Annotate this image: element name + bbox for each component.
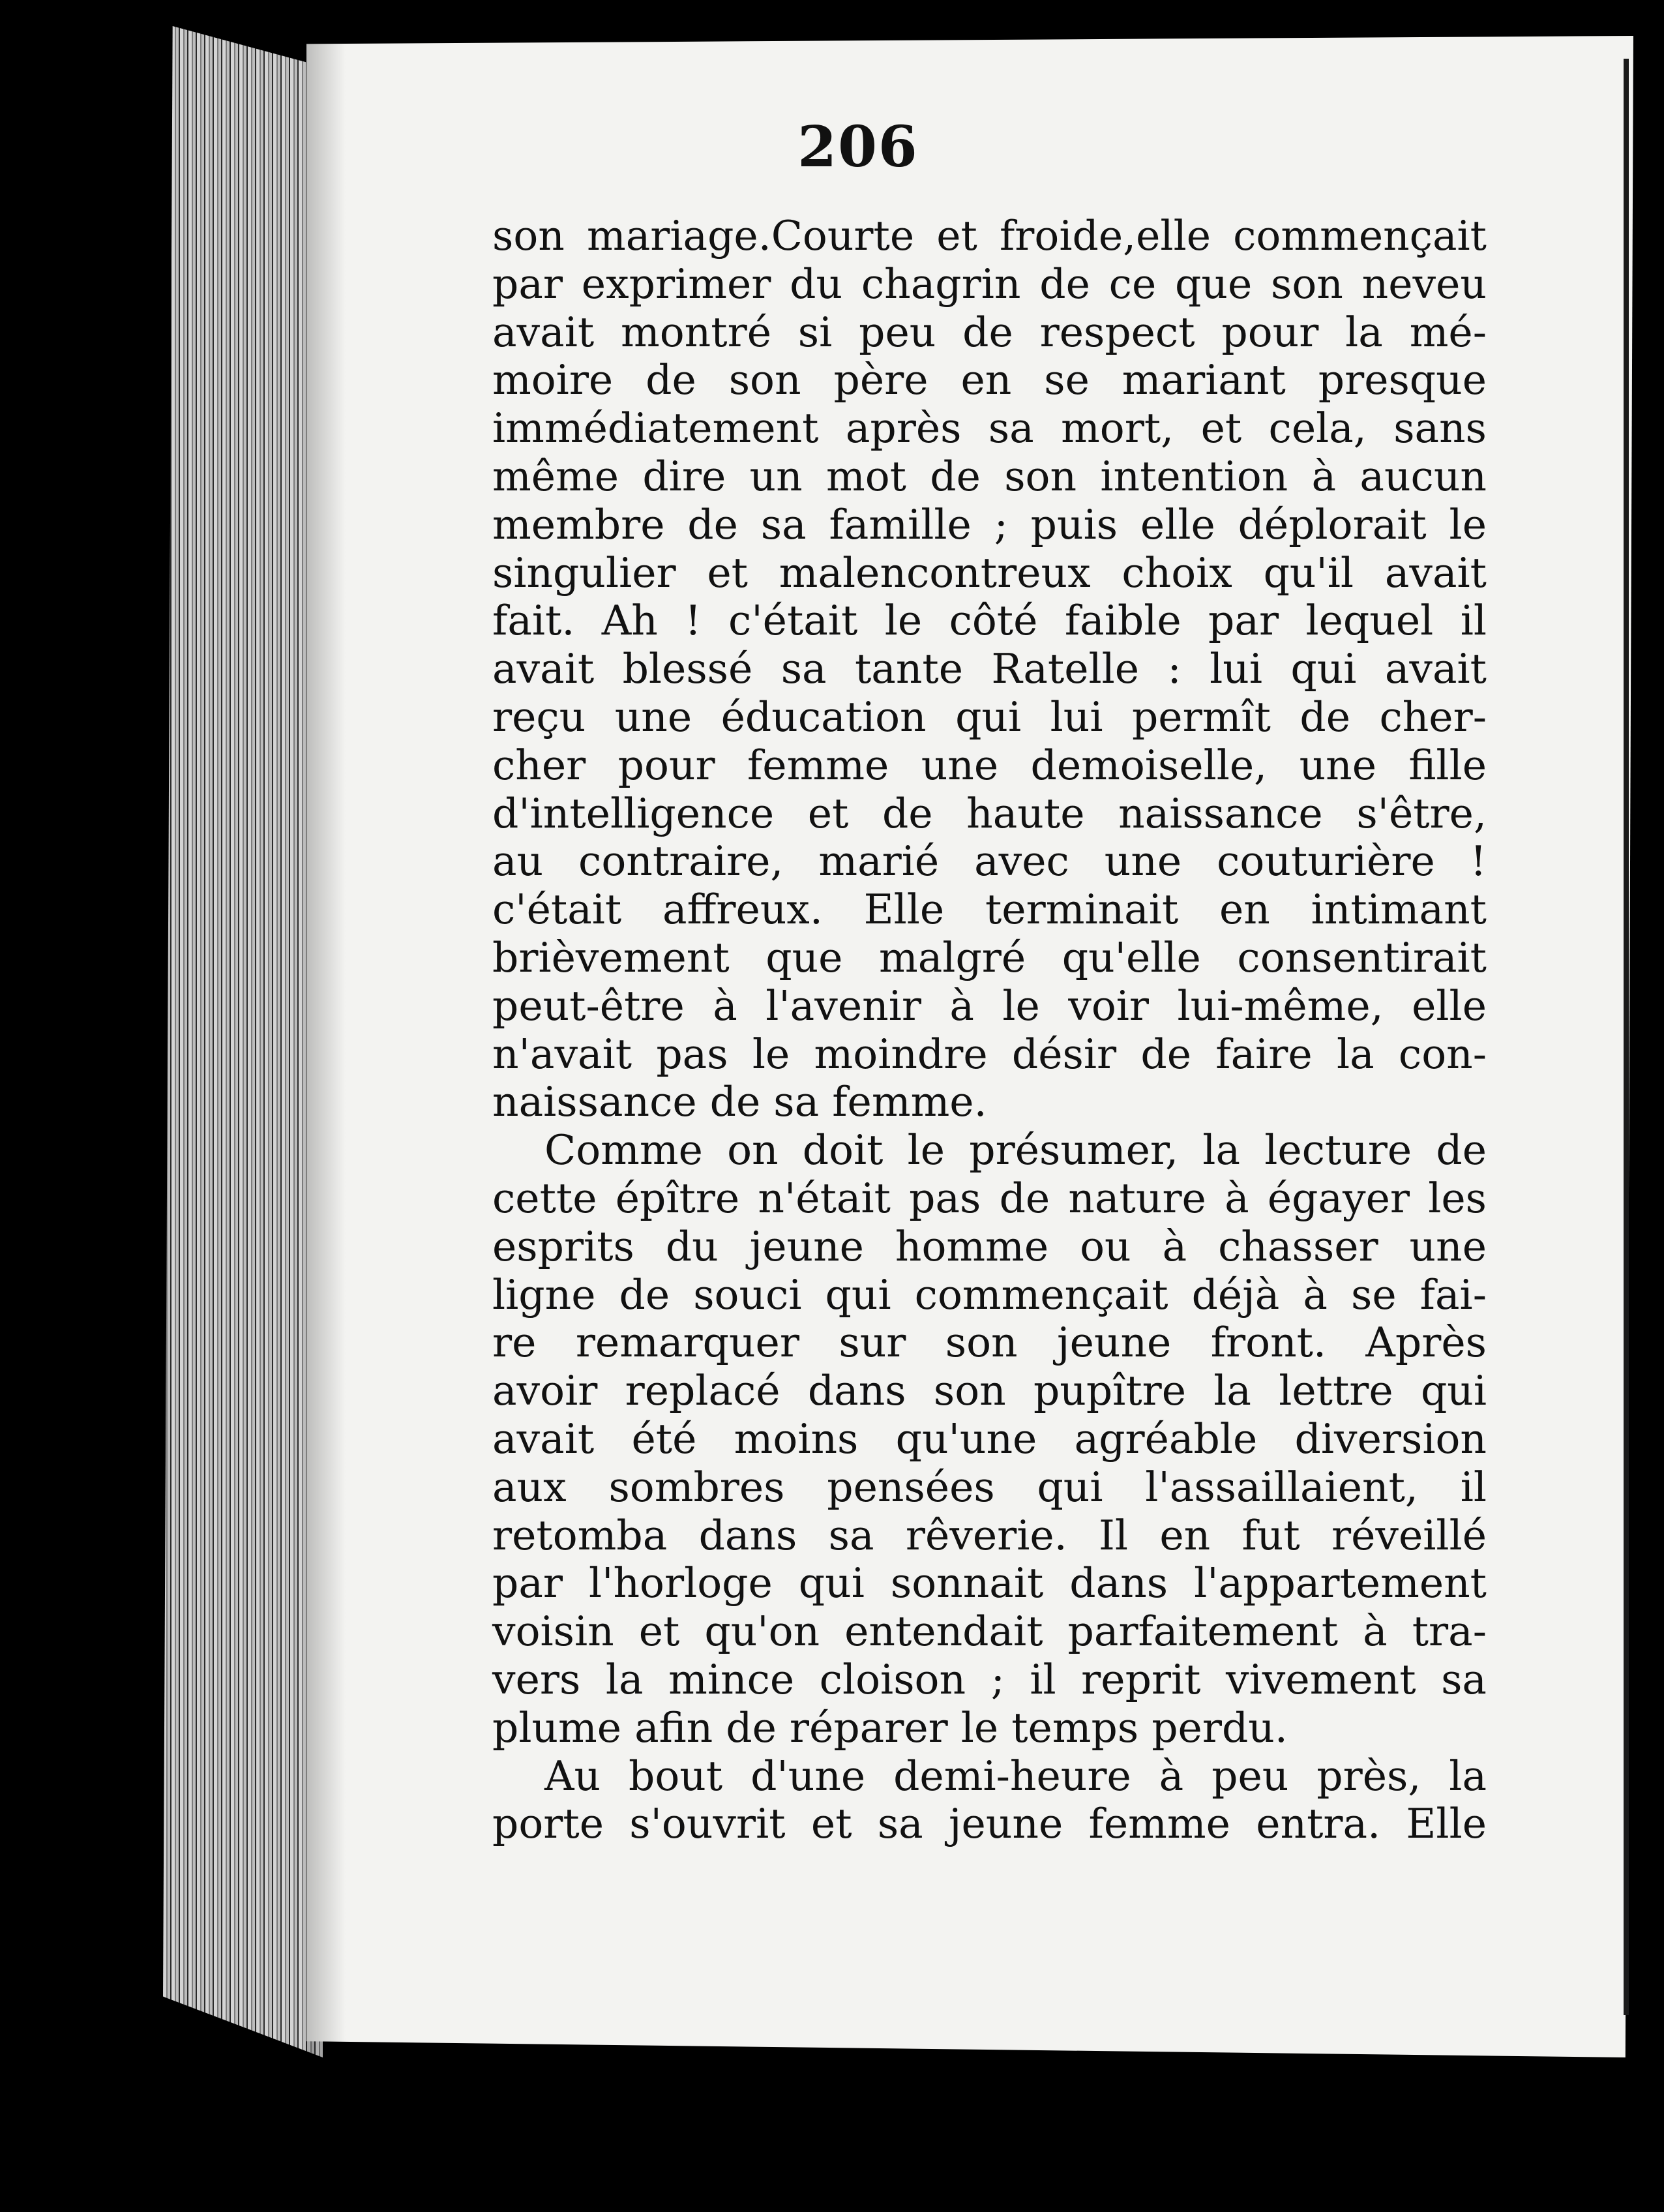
text-line: vers la mince cloison ; il reprit vivement sa: [492, 1655, 1487, 1703]
text-line: avait blessé sa tante Ratelle : lui qui avait: [492, 645, 1487, 693]
text-line: ligne de souci qui commençait déjà à se fai-: [492, 1270, 1487, 1319]
body-text: [492, 212, 1487, 1848]
text-line: naissance de sa femme.: [492, 1078, 987, 1126]
text-line: avait été moins qu'une agréable diversion: [492, 1414, 1487, 1463]
gutter-shadow: [306, 36, 346, 2057]
text-line: au contraire, marié avec une couturière !: [492, 837, 1487, 886]
paragraph-start-line: Au bout d'une demi-heure à peu près, la: [544, 1752, 1487, 1800]
page-number: 206: [797, 114, 919, 180]
text-line: immédiatement après sa mort, et cela, sans: [492, 404, 1487, 453]
text-line: son mariage.Courte et froide,elle commençait: [492, 212, 1487, 260]
text-line: plume afin de réparer le temps perdu.: [492, 1703, 1288, 1752]
text-line: porte s'ouvrit et sa jeune femme entra. Elle: [492, 1800, 1487, 1848]
facing-page-edge: [1624, 59, 1629, 2015]
text-line: même dire un mot de son intention à aucun: [492, 452, 1487, 500]
text-line: singulier et malencontreux choix qu'il avait: [492, 548, 1487, 597]
text-line: aux sombres pensées qui l'assaillaient, il: [492, 1463, 1487, 1511]
text-line: par l'horloge qui sonnait dans l'appartement: [492, 1559, 1487, 1607]
text-line: cette épître n'était pas de nature à égayer les: [492, 1174, 1487, 1222]
text-line: esprits du jeune homme ou à chasser une: [492, 1222, 1487, 1270]
text-line: brièvement que malgré qu'elle consentirait: [492, 933, 1487, 981]
text-line: d'intelligence et de haute naissance s'être,: [492, 789, 1487, 837]
text-line: membre de sa famille ; puis elle déplorait le: [492, 500, 1487, 548]
text-line: peut-être à l'avenir à le voir lui-même, elle: [492, 981, 1487, 1030]
text-line: voisin et qu'on entendait parfaitement à tra-: [492, 1607, 1487, 1656]
text-line: par exprimer du chagrin de ce que son neveu: [492, 260, 1487, 308]
text-line: retomba dans sa rêverie. Il en fut réveillé: [492, 1511, 1487, 1559]
paragraph-start-line: Comme on doit le présumer, la lecture de: [544, 1126, 1487, 1174]
text-line: c'était affreux. Elle terminait en intimant: [492, 886, 1487, 934]
text-line: moire de son père en se mariant presque: [492, 356, 1487, 404]
page-edges: [163, 26, 323, 2057]
text-line: avoir replacé dans son pupître la lettre qui: [492, 1367, 1487, 1415]
text-line: reçu une éducation qui lui permît de cher-: [492, 693, 1487, 741]
text-line: cher pour femme une demoiselle, une fille: [492, 741, 1487, 789]
text-line: fait. Ah ! c'était le côté faible par lequel il: [492, 597, 1487, 645]
text-line: n'avait pas le moindre désir de faire la con-: [492, 1030, 1487, 1078]
text-line: re remarquer sur son jeune front. Après: [492, 1319, 1487, 1367]
text-line: avait montré si peu de respect pour la mé-: [492, 308, 1487, 356]
